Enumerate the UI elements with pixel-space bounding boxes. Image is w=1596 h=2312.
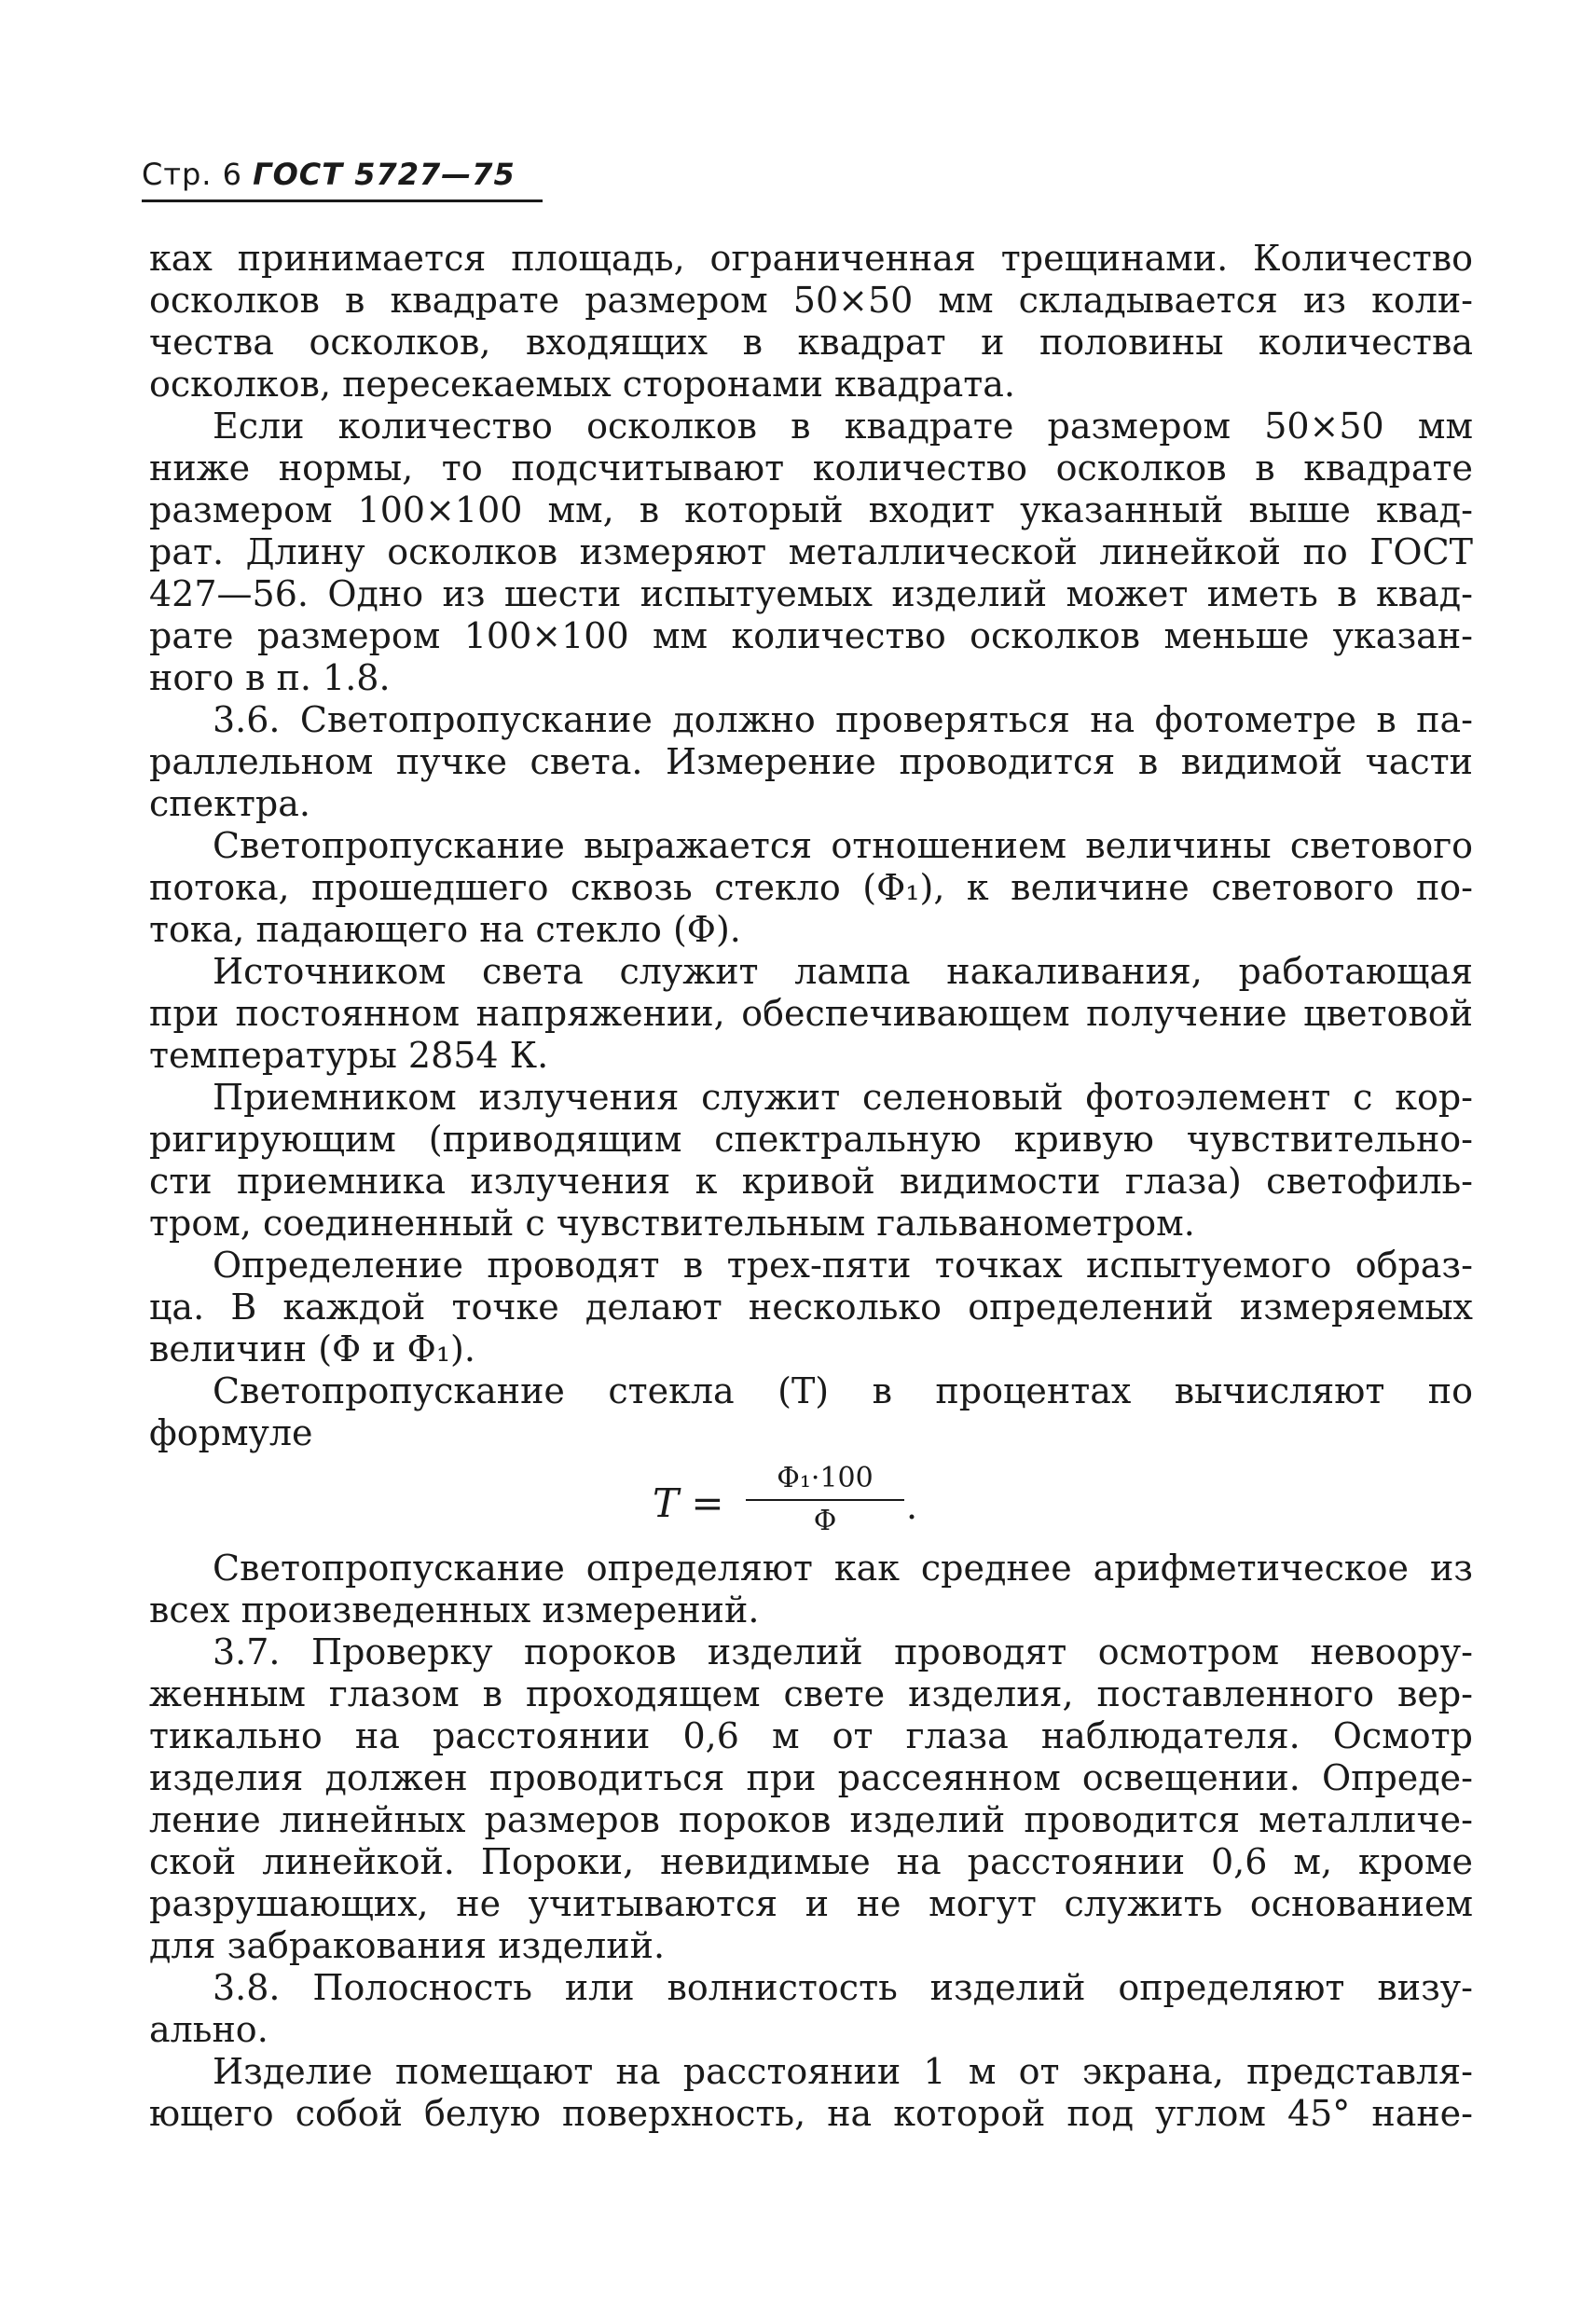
- text-line: ца. В каждой точке делают несколько определений измеряемых: [149, 1287, 1473, 1328]
- formula-denominator: Φ: [813, 1505, 837, 1537]
- text-line: раллельном пучке света. Измерение проводится в видимой части: [149, 741, 1473, 782]
- text-line: температуры 2854 К.: [149, 1035, 549, 1076]
- transmittance-formula: [149, 1460, 1473, 1544]
- text-line: Приемником излучения служит селеновый фотоэлемент с кор-: [213, 1077, 1473, 1118]
- text-line: Если количество осколков в квадрате размером 50×50 мм: [213, 406, 1473, 447]
- document-body: [149, 238, 1473, 2135]
- fraction-bar: [746, 1499, 904, 1501]
- text-line: Светопропускание выражается отношением величины светового: [213, 825, 1473, 866]
- text-line: женным глазом в проходящем свете изделия, поставленного вер-: [149, 1673, 1473, 1714]
- section-3-7: 3.7. Проверку пороков изделий проводят осмотром невоору-: [213, 1631, 1473, 1672]
- text-line: ниже нормы, то подсчитывают количество осколков в квадрате: [149, 447, 1473, 489]
- text-line: ках принимается площадь, ограниченная трещинами. Количество: [149, 238, 1473, 279]
- text-line: разрушающих, не учитываются и не могут служить основанием: [149, 1883, 1473, 1924]
- text-line: сти приемника излучения к кривой видимости глаза) светофиль-: [149, 1161, 1473, 1202]
- text-line: рате размером 100×100 мм количество осколков меньше указан-: [149, 615, 1473, 656]
- text-line: размером 100×100 мм, в который входит указанный выше квад-: [149, 489, 1473, 530]
- text-line: ного в п. 1.8.: [149, 657, 391, 698]
- text-line: всех произведенных измерений.: [149, 1590, 760, 1631]
- text-line: величин (Φ и Φ₁).: [149, 1328, 475, 1369]
- text-line: изделия должен проводиться при рассеянном освещении. Опреде-: [149, 1757, 1473, 1798]
- text-line: ление линейных размеров пороков изделий проводится металличе-: [149, 1799, 1473, 1840]
- text-line: Источником света служит лампа накаливания, работающая: [213, 951, 1473, 992]
- text-line: ской линейкой. Пороки, невидимые на расстоянии 0,6 м, кроме: [149, 1841, 1473, 1882]
- text-line: ально.: [149, 2009, 268, 2050]
- text-line: рат. Длину осколков измеряют металлической линейкой по ГОСТ: [149, 531, 1473, 572]
- text-line: тока, падающего на стекло (Φ).: [149, 909, 741, 950]
- text-line: спектра.: [149, 783, 310, 824]
- header-rule: [142, 200, 543, 202]
- text-line: ющего собой белую поверхность, на которой под углом 45° нане-: [149, 2093, 1473, 2134]
- text-line: для забракования изделий.: [149, 1925, 666, 1966]
- section-3-8: 3.8. Полосность или волнистость изделий определяют визу-: [213, 1967, 1473, 2008]
- text-line: потока, прошедшего сквозь стекло (Φ₁), к величине светового по-: [149, 867, 1473, 908]
- formula-end: .: [906, 1486, 918, 1527]
- formula-fraction: [746, 1460, 904, 1540]
- page-label: Стр. 6: [142, 157, 242, 192]
- text-line: Светопропускание определяют как среднее арифметическое из: [213, 1548, 1473, 1589]
- text-line: 427—56. Одно из шести испытуемых изделий может иметь в квад-: [149, 573, 1473, 614]
- formula-numerator: Φ₁·100: [777, 1462, 874, 1494]
- text-line: осколков, пересекаемых сторонами квадрата.: [149, 364, 1015, 405]
- text-line: тром, соединенный с чувствительным гальванометром.: [149, 1203, 1195, 1244]
- text-line: формуле: [149, 1412, 313, 1453]
- text-line: Светопропускание стекла (T) в процентах вычисляют по: [213, 1370, 1473, 1411]
- text-line: тикально на расстоянии 0,6 м от глаза наблюдателя. Осмотр: [149, 1715, 1473, 1756]
- section-3-6: 3.6. Светопропускание должно проверяться на фотометре в па-: [213, 699, 1473, 740]
- text-line: осколков в квадрате размером 50×50 мм складывается из коли-: [149, 280, 1473, 321]
- page-header: [142, 157, 516, 192]
- text-line: ригирующим (приводящим спектральную кривую чувствительно-: [149, 1119, 1473, 1160]
- text-line: Определение проводят в трех-пяти точках испытуемого образ-: [213, 1245, 1473, 1286]
- text-line: при постоянном напряжении, обеспечивающем получение цветовой: [149, 993, 1473, 1034]
- text-line: чества осколков, входящих в квадрат и половины количества: [149, 322, 1473, 363]
- formula-lhs: T =: [653, 1480, 724, 1526]
- text-line: Изделие помещают на расстоянии 1 м от экрана, представля-: [213, 2051, 1473, 2092]
- gost-code: ГОСТ 5727—75: [253, 157, 516, 192]
